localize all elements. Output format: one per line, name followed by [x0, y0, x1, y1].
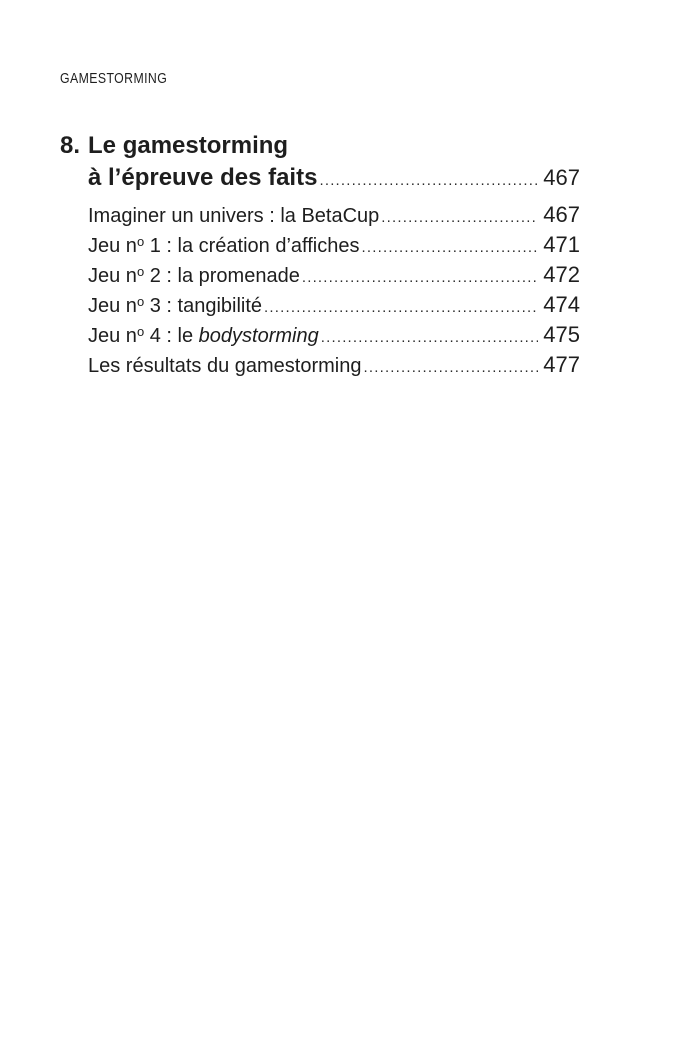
toc-entry: [88, 352, 580, 382]
dot-leader: [302, 269, 538, 286]
entry-prefix: Jeu n: [88, 235, 137, 257]
entry-title-rest: 1 : la création d’affiches: [144, 235, 360, 257]
dot-leader: [321, 329, 539, 346]
toc-entry: [88, 292, 580, 322]
toc-entry: [88, 262, 580, 292]
toc-entry: [88, 232, 580, 262]
chapter-number: 8.: [60, 132, 81, 159]
running-header: GAMESTORMING: [60, 70, 168, 87]
entry-title: [88, 324, 319, 348]
section-list: [88, 202, 580, 382]
entry-title: [88, 234, 359, 258]
entry-page-number: 475: [543, 322, 580, 347]
chapter-title-line2: à l’épreuve des faits: [88, 164, 318, 191]
entry-title: Imaginer un univers : la BetaCup: [88, 205, 380, 227]
entry-title: [88, 264, 300, 288]
entry-superscript: o: [136, 234, 145, 249]
dot-leader: [381, 209, 538, 226]
entry-title-rest: 3 : tangibilité: [144, 295, 263, 317]
dot-leader: [363, 359, 538, 376]
dot-leader: [264, 299, 538, 316]
toc-entry: [88, 202, 580, 232]
chapter-heading: [60, 130, 580, 162]
chapter-title-line1: Le gamestorming: [88, 132, 289, 159]
entry-title-rest: 4 : le: [144, 325, 199, 347]
entry-title-rest: 2 : la promenade: [144, 265, 300, 287]
entry-page-number: 471: [543, 232, 580, 257]
dot-leader: [319, 172, 538, 189]
entry-prefix: Jeu n: [88, 325, 137, 347]
table-of-contents: [60, 130, 580, 382]
entry-page-number: 474: [543, 292, 580, 317]
chapter-entry: [88, 164, 580, 198]
entry-page-number: 472: [543, 262, 580, 287]
dot-leader: [361, 239, 538, 256]
entry-superscript: o: [136, 294, 145, 309]
entry-page-number: 477: [543, 352, 580, 377]
entry-superscript: o: [136, 324, 145, 339]
chapter-page-number: 467: [543, 165, 580, 190]
entry-superscript: o: [136, 264, 145, 279]
entry-page-number: 467: [543, 202, 580, 227]
entry-title: [88, 294, 262, 318]
toc-entry: [88, 322, 580, 352]
entry-prefix: Jeu n: [88, 295, 137, 317]
entry-prefix: Jeu n: [88, 265, 137, 287]
entry-title-italic: bodystorming: [198, 325, 319, 347]
entry-title: Les résultats du gamestorming: [88, 355, 362, 377]
